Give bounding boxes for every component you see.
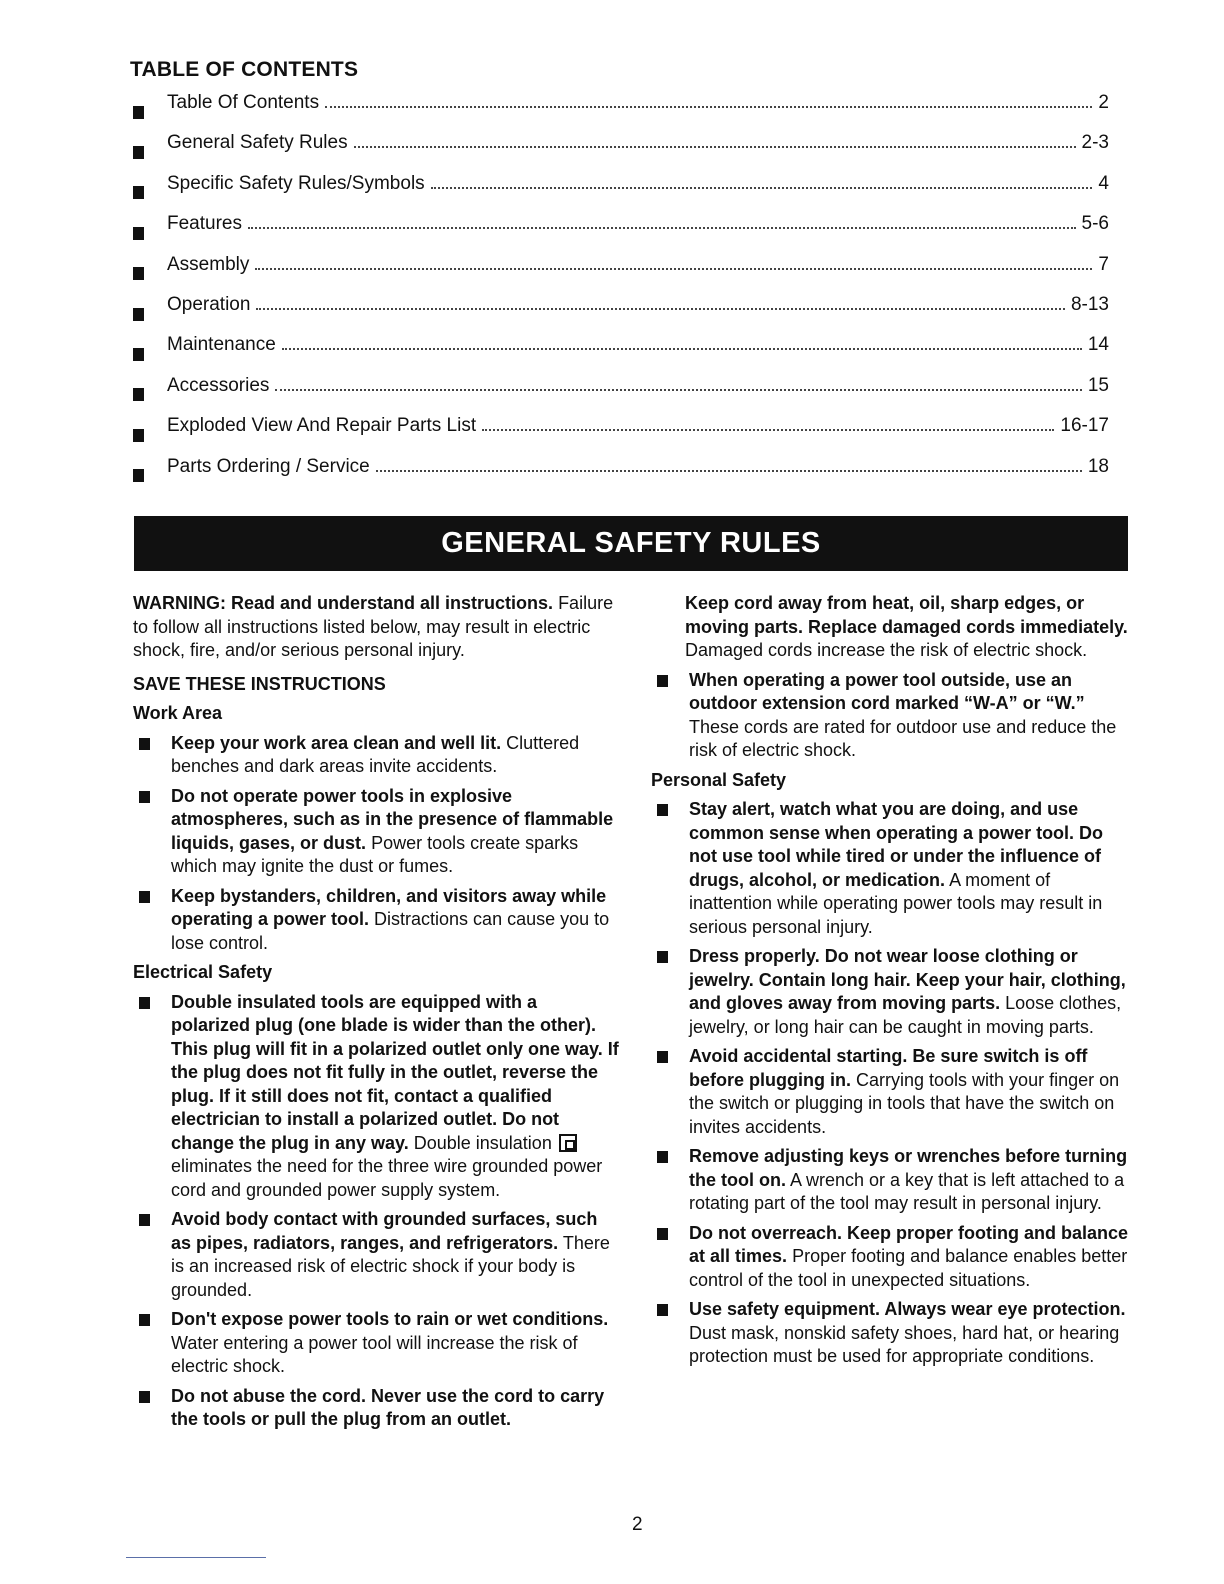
rule-lead: Keep your work area clean and well lit.: [171, 732, 502, 753]
rule-lead: Don't expose power tools to rain or wet conditions.: [171, 1309, 609, 1329]
bullet-icon: [133, 227, 144, 240]
bullet-icon: [657, 1051, 668, 1063]
rule-lead: Double insulated tools are equipped with a polarized plug (one blade is wider than the other). This plug will fit in a polarized outlet only one way. If the plug does not fit fully in the outlet, reverse the plug. If it still does not fit, contact a qualified electrician to install a polarized outlet. Do not change the plug in any way.: [171, 991, 619, 1153]
rule-text: Cluttered benches and dark areas invite accidents.: [171, 732, 580, 776]
rule-item: [651, 945, 1131, 1039]
toc-label: Parts Ordering / Service: [167, 455, 370, 477]
toc-label: General Safety Rules: [167, 132, 348, 154]
rule-text: There is an increased risk of electric shock if your body is grounded.: [171, 1232, 610, 1300]
rule-lead: Avoid accidental starting. Be sure switch is off before plugging in.: [689, 1046, 1088, 1090]
bullet-icon: [133, 267, 144, 280]
section-banner: GENERAL SAFETY RULES: [134, 516, 1128, 571]
personal-safety-heading: Personal Safety: [651, 769, 787, 790]
rule-lead: Stay alert, watch what you are doing, and use common sense when operating a power tool. Do not use tool while tired or under the influence of drugs, alcohol, or medication.: [689, 799, 1104, 890]
rule-item: [651, 1298, 1131, 1369]
bullet-icon: [657, 675, 668, 687]
footer-rule: [126, 1557, 266, 1558]
toc-page: 16-17: [1060, 415, 1109, 437]
rule-text: Loose clothes, jewelry, or long hair can be caught in moving parts.: [689, 993, 1122, 1037]
right-column: [651, 592, 1131, 1375]
toc-page: 2-3: [1081, 132, 1109, 154]
warning-lead: WARNING: Read and understand all instructions.: [133, 593, 554, 613]
rule-text: Dust mask, nonskid safety shoes, hard hat, or hearing protection must be used for appropriate conditions.: [689, 1322, 1120, 1366]
toc-leader: [248, 226, 1076, 229]
rule-lead: When operating a power tool outside, use an outdoor extension cord marked “W-A” or “W.”: [689, 669, 1085, 713]
rule-text: Distractions can cause you to lose control.: [171, 909, 610, 953]
toc-page: 4: [1098, 172, 1109, 194]
toc-label: Assembly: [167, 253, 250, 275]
electrical-safety-heading: Electrical Safety: [133, 962, 273, 982]
toc-label: Operation: [167, 293, 251, 315]
toc-leader: [282, 347, 1082, 350]
rule-lead: Do not overreach. Keep proper footing and balance at all times.: [689, 1222, 1129, 1266]
bullet-icon: [133, 308, 144, 321]
page-number: 2: [632, 1514, 643, 1535]
bullet-icon: [139, 791, 150, 803]
toc-row: [133, 254, 1109, 294]
work-area-heading: Work Area: [133, 703, 223, 723]
rule-item: [133, 1308, 621, 1379]
rule-text: A moment of inattention while operating power tools may result in serious personal injury.: [689, 869, 1103, 937]
bullet-icon: [133, 388, 144, 401]
rule-item: [133, 785, 621, 879]
toc-row: [133, 213, 1109, 253]
bullet-icon: [657, 1151, 668, 1163]
bullet-icon: [139, 891, 150, 903]
rule-lead: Use safety equipment. Always wear eye protection.: [689, 1299, 1126, 1319]
rule-text: These cords are rated for outdoor use and reduce the risk of electric shock.: [689, 716, 1117, 760]
rule-text: Double insulation: [413, 1132, 552, 1153]
toc-row: [133, 375, 1109, 415]
toc-label: Exploded View And Repair Parts List: [167, 415, 477, 437]
toc-page: 2: [1098, 92, 1109, 113]
warning-text: Failure to follow all instructions listed below, may result in electric shock, fire, and/or serious personal injury.: [133, 593, 614, 660]
rule-lead: Keep cord away from heat, oil, sharp edges, or moving parts. Replace damaged cords immediately.: [685, 593, 1128, 637]
toc-label: Specific Safety Rules/Symbols: [167, 172, 425, 194]
toc-label: Table Of Contents: [167, 92, 320, 113]
rule-item: [651, 1222, 1131, 1293]
toc-page: 7: [1098, 253, 1109, 275]
rule-item: [651, 1045, 1131, 1139]
toc-row: [133, 415, 1109, 455]
toc-page: 14: [1087, 334, 1109, 356]
bullet-icon: [139, 738, 150, 750]
rule-lead: Avoid body contact with grounded surfaces, such as pipes, radiators, ranges, and refrigerators.: [171, 1209, 598, 1253]
rule-text: A wrench or a key that is left attached to a rotating part of the tool may result in personal injury.: [689, 1169, 1125, 1213]
left-column: [133, 592, 621, 1438]
rule-item: [651, 1145, 1131, 1216]
toc-label: Accessories: [167, 374, 270, 396]
rule-lead: Dress properly. Do not wear loose clothing or jewelry. Contain long hair. Keep your hair, clothing, and gloves away from moving parts.: [689, 946, 1126, 1013]
rule-lead: Do not operate power tools in explosive atmospheres, such as in the presence of flammable liquids, gases, or dust.: [171, 785, 614, 853]
rule-text: Damaged cords increase the risk of electric shock.: [685, 640, 1088, 660]
toc-page: 5-6: [1081, 213, 1109, 235]
rule-continued: [651, 592, 1131, 663]
toc-row: [133, 334, 1109, 374]
rule-item: [651, 798, 1131, 939]
toc-leader: [255, 267, 1092, 270]
bullet-icon: [139, 1314, 150, 1326]
rule-text: Power tools create sparks which may ignite the dust or fumes.: [171, 832, 579, 876]
toc-list: [133, 92, 1109, 496]
toc-row: [133, 294, 1109, 334]
toc-row: [133, 456, 1109, 496]
rule-lead: Keep bystanders, children, and visitors away while operating a power tool.: [171, 885, 607, 929]
toc-page: 8-13: [1070, 293, 1109, 315]
save-instructions: SAVE THESE INSTRUCTIONS: [133, 673, 386, 694]
toc-page: 15: [1087, 374, 1109, 396]
bullet-icon: [139, 1391, 150, 1403]
toc-page: 18: [1087, 455, 1109, 477]
toc-leader: [354, 145, 1076, 148]
rule-text: Proper footing and balance enables better control of the tool in unexpected situations.: [689, 1246, 1128, 1290]
rule-text: Water entering a power tool will increase the risk of electric shock.: [171, 1332, 578, 1376]
bullet-icon: [657, 1304, 668, 1316]
toc-leader: [431, 186, 1093, 189]
toc-leader: [275, 388, 1081, 391]
bullet-icon: [657, 951, 668, 963]
double-insulation-icon: [559, 1134, 577, 1152]
rule-item: [133, 991, 621, 1203]
rule-item: [651, 669, 1131, 763]
toc-leader: [482, 428, 1054, 431]
bullet-icon: [133, 469, 144, 482]
rule-item: [133, 732, 621, 779]
bullet-icon: [139, 1214, 150, 1226]
rule-item: [133, 885, 621, 956]
bullet-icon: [139, 997, 150, 1009]
toc-row: [133, 173, 1109, 213]
rule-item: [133, 1385, 621, 1432]
toc-leader: [256, 307, 1065, 310]
rule-item: [133, 1208, 621, 1302]
toc-row: [133, 132, 1109, 172]
rule-lead: Remove adjusting keys or wrenches before turning the tool on.: [689, 1146, 1128, 1190]
toc-label: Features: [167, 213, 242, 235]
rule-text: eliminates the need for the three wire grounded power cord and grounded power supply system.: [171, 1156, 603, 1200]
toc-title: TABLE OF CONTENTS: [130, 58, 359, 81]
toc-leader: [325, 105, 1092, 108]
bullet-icon: [133, 186, 144, 199]
bullet-icon: [657, 1228, 668, 1240]
rule-text: Carrying tools with your finger on the switch or plugging in tools that have the switch on invites accidents.: [689, 1069, 1120, 1137]
bullet-icon: [133, 429, 144, 442]
toc-row: [133, 92, 1109, 132]
warning-paragraph: [133, 592, 621, 663]
bullet-icon: [657, 804, 668, 816]
bullet-icon: [133, 106, 144, 119]
toc-leader: [376, 469, 1082, 472]
bullet-icon: [133, 348, 144, 361]
rule-lead: Do not abuse the cord. Never use the cord to carry the tools or pull the plug from an outlet.: [171, 1385, 605, 1429]
toc-label: Maintenance: [167, 334, 276, 356]
bullet-icon: [133, 146, 144, 159]
